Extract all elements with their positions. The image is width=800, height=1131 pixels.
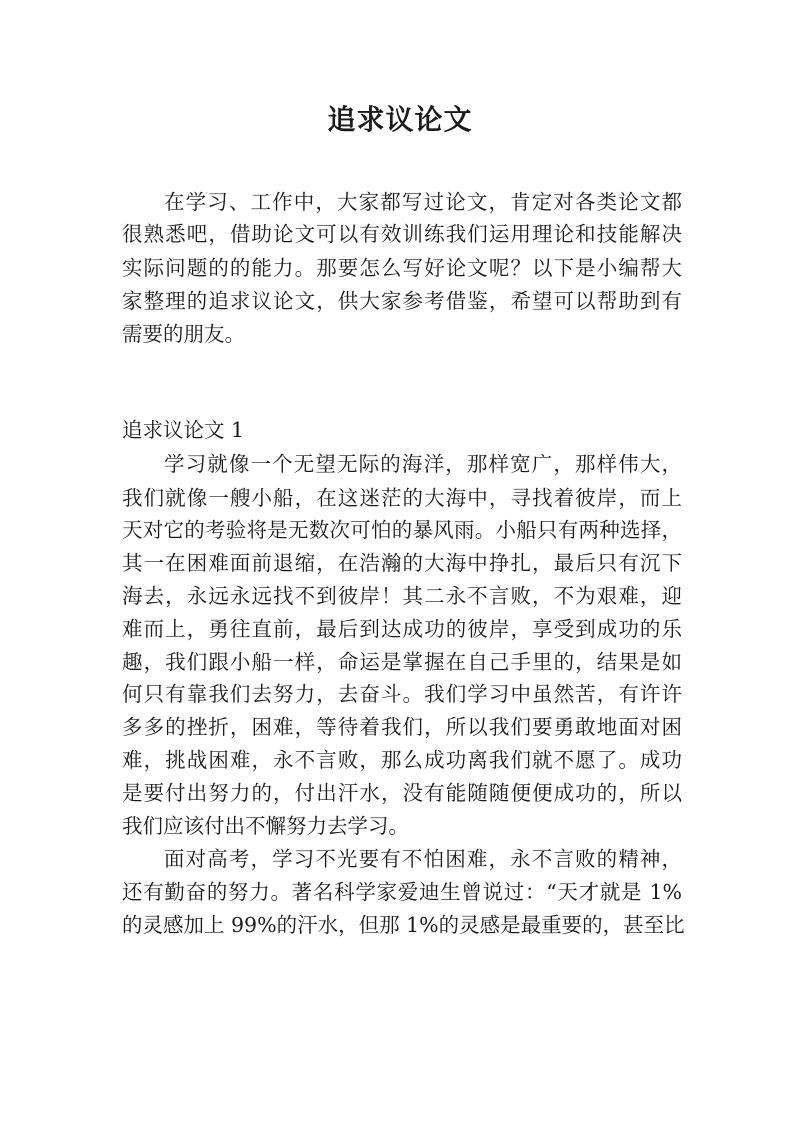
- section-heading: 追求议论文 1: [122, 418, 245, 442]
- paragraph-line: 还有勤奋的努力。著名科学家爱迪生曾说过：“天才就是 1%: [122, 880, 682, 904]
- paragraph-line: 海去，永远永远找不到彼岸！其二永不言败，不为艰难，迎: [122, 584, 682, 608]
- paragraph-line: 的灵感加上 99%的汗水，但那 1%的灵感是最重要的，甚至比: [122, 913, 685, 937]
- intro-line: 实际问题的的能力。那要怎么写好论文呢？以下是小编帮大: [122, 256, 682, 280]
- paragraph-line: 我们就像一艘小船，在这迷茫的大海中，寻找着彼岸，而上: [122, 486, 682, 510]
- paragraph-line: 天对它的考验将是无数次可怕的暴风雨。小船只有两种选择，: [122, 518, 682, 542]
- paragraph-line: 何只有靠我们去努力，去奋斗。我们学习中虽然苦，有许许: [122, 682, 682, 706]
- paragraph-line: 多多的挫折，困难，等待着我们，所以我们要勇敢地面对困: [122, 715, 682, 739]
- paragraph-line: 是要付出努力的，付出汗水，没有能随随便便成功的，所以: [122, 781, 682, 805]
- intro-line: 很熟悉吧，借助论文可以有效训练我们运用理论和技能解决: [122, 222, 682, 246]
- intro-line: 家整理的追求议论文，供大家参考借鉴，希望可以帮助到有: [122, 289, 682, 313]
- paragraph-line: 我们应该付出不懈努力去学习。: [122, 814, 409, 838]
- intro-line: 需要的朋友。: [122, 322, 245, 346]
- paragraph-line: 其一在困难面前退缩，在浩瀚的大海中挣扎，最后只有沉下: [122, 551, 682, 575]
- paragraph-line: 学习就像一个无望无际的海洋，那样宽广，那样伟大，: [164, 452, 682, 476]
- document-title: 追求议论文: [327, 103, 473, 136]
- paragraph-line: 面对高考，学习不光要有不怕困难，永不言败的精神，: [164, 847, 682, 871]
- intro-line: 在学习、工作中，大家都写过论文，肯定对各类论文都: [164, 190, 682, 214]
- paragraph-line: 趣，我们跟小船一样，命运是掌握在自己手里的，结果是如: [122, 650, 682, 674]
- paragraph-line: 难而上，勇往直前，最后到达成功的彼岸，享受到成功的乐: [122, 617, 682, 641]
- paragraph-line: 难，挑战困难，永不言败，那么成功离我们就不愿了。成功: [122, 748, 682, 772]
